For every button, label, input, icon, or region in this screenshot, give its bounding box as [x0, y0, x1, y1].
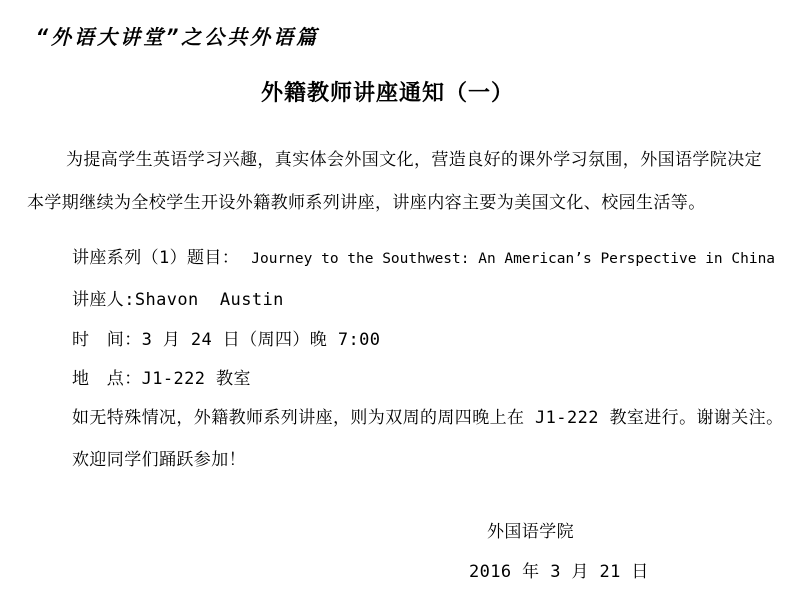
notice-title: 外籍教师讲座通知（一） — [260, 81, 514, 106]
speaker-label: 讲座人: — [72, 290, 135, 310]
speaker-line — [72, 289, 284, 311]
signature-date: 2016 年 3 月 21 日 — [469, 562, 649, 582]
lecture-series-label: 讲座系列（1）题目： — [72, 248, 240, 268]
intro-paragraph-line-1: 为提高学生英语学习兴趣，真实体会外国文化，营造良好的课外学习氛围，外国语学院决定 — [66, 150, 762, 170]
time-line: 时 间：3 月 24 日（周四）晚 7:00 — [72, 330, 381, 350]
schedule-note-line: 如无特殊情况，外籍教师系列讲座，则为双周的周四晚上在 J1-222 教室进行。谢谢关注。 — [72, 408, 784, 428]
notice-title-wrap — [0, 76, 775, 107]
intro-paragraph-line-2: 本学期继续为全校学生开设外籍教师系列讲座，讲座内容主要为美国文化、校园生活等。 — [27, 193, 706, 213]
signature-department: 外国语学院 — [487, 522, 574, 542]
location-line: 地 点：J1-222 教室 — [72, 369, 251, 389]
lecture-title-english: Journey to the Southwest: An American’s Perspective in China — [251, 251, 776, 267]
speaker-name: Shavon Austin — [134, 290, 284, 310]
lecture-series-title-line — [72, 247, 775, 270]
welcome-line: 欢迎同学们踊跃参加！ — [72, 450, 246, 470]
series-header-line: “外语大讲堂”之公共外语篇 — [36, 25, 320, 49]
